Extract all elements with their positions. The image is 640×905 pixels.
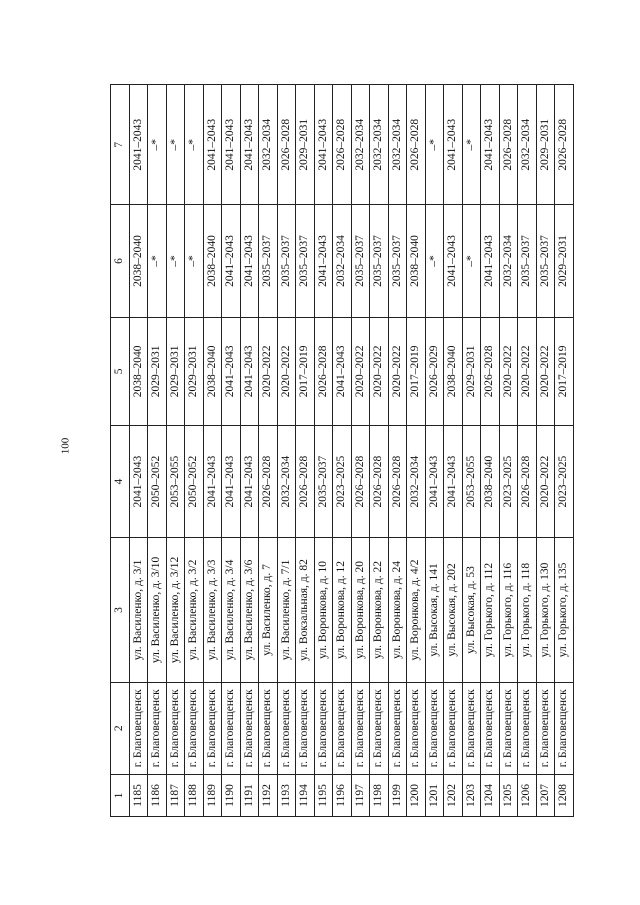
table-row <box>333 85 352 817</box>
period-cell-col7: 2029–2031 <box>296 85 315 205</box>
period-cell-col6: 2035–2037 <box>388 205 407 317</box>
period-cell-col5: 2020–2022 <box>351 317 370 425</box>
period-cell-col4: 2041–2043 <box>129 425 148 537</box>
city-cell: г. Благовещенск <box>370 682 389 774</box>
period-cell-col5: 2017–2019 <box>407 317 426 425</box>
row-number-cell: 1199 <box>388 774 407 816</box>
column-header-6: 6 <box>111 205 130 317</box>
city-cell: г. Благовещенск <box>425 682 444 774</box>
period-cell-col7: 2026–2028 <box>499 85 518 205</box>
period-cell-col6: 2041–2043 <box>240 205 259 317</box>
column-header-1: 1 <box>111 774 130 816</box>
period-cell-col6: 2035–2037 <box>370 205 389 317</box>
table-row <box>444 85 463 817</box>
period-cell-col4: 2050–2052 <box>185 425 204 537</box>
period-cell-col6: 2041–2043 <box>481 205 500 317</box>
row-number-cell: 1205 <box>499 774 518 816</box>
address-cell: ул. Горького, д. 116 <box>499 538 518 682</box>
address-cell: ул. Василенко, д. 3/10 <box>148 538 167 682</box>
table-row <box>536 85 555 817</box>
row-number-cell: 1190 <box>222 774 241 816</box>
city-cell: г. Благовещенск <box>222 682 241 774</box>
period-cell-col6: –* <box>185 205 204 317</box>
city-cell: г. Благовещенск <box>185 682 204 774</box>
period-cell-col5: 2020–2022 <box>370 317 389 425</box>
period-cell-col5: 2020–2022 <box>499 317 518 425</box>
period-cell-col4: 2032–2034 <box>277 425 296 537</box>
row-number-cell: 1189 <box>203 774 222 816</box>
period-cell-col5: 2038–2040 <box>129 317 148 425</box>
column-header-5: 5 <box>111 317 130 425</box>
address-cell: ул. Высокая, д. 53 <box>462 538 481 682</box>
row-number-cell: 1195 <box>314 774 333 816</box>
address-cell: ул. Василенко, д. 3/4 <box>222 538 241 682</box>
row-number-cell: 1197 <box>351 774 370 816</box>
table-row <box>351 85 370 817</box>
period-cell-col4: 2026–2028 <box>388 425 407 537</box>
period-cell-col4: 2041–2043 <box>425 425 444 537</box>
period-cell-col6: 2032–2034 <box>499 205 518 317</box>
address-cell: ул. Василенко, д. 3/6 <box>240 538 259 682</box>
period-cell-col7: –* <box>166 85 185 205</box>
period-cell-col7: 2026–2028 <box>407 85 426 205</box>
period-cell-col6: –* <box>166 205 185 317</box>
period-cell-col5: 2029–2031 <box>148 317 167 425</box>
city-cell: г. Благовещенск <box>481 682 500 774</box>
address-cell: ул. Воронкова, д. 20 <box>351 538 370 682</box>
period-cell-col7: 2041–2043 <box>129 85 148 205</box>
period-cell-col5: 2041–2043 <box>333 317 352 425</box>
period-cell-col7: –* <box>425 85 444 205</box>
city-cell: г. Благовещенск <box>129 682 148 774</box>
period-cell-col4: 2026–2028 <box>518 425 537 537</box>
address-cell: ул. Василенко, д. 3/2 <box>185 538 204 682</box>
table-row <box>277 85 296 817</box>
city-cell: г. Благовещенск <box>499 682 518 774</box>
period-cell-col4: 2053–2055 <box>166 425 185 537</box>
address-cell: ул. Горького, д. 135 <box>555 538 574 682</box>
city-cell: г. Благовещенск <box>407 682 426 774</box>
column-header-7: 7 <box>111 85 130 205</box>
table-row <box>370 85 389 817</box>
table-row <box>407 85 426 817</box>
table-header-row <box>111 85 130 817</box>
table-row <box>462 85 481 817</box>
period-cell-col5: 2017–2019 <box>555 317 574 425</box>
row-number-cell: 1206 <box>518 774 537 816</box>
address-cell: ул. Воронкова, д. 10 <box>314 538 333 682</box>
row-number-cell: 1193 <box>277 774 296 816</box>
period-cell-col7: –* <box>462 85 481 205</box>
period-cell-col4: 2041–2043 <box>240 425 259 537</box>
period-cell-col4: 2026–2028 <box>259 425 278 537</box>
table-row <box>259 85 278 817</box>
address-cell: ул. Воронкова, д. 4/2 <box>407 538 426 682</box>
period-cell-col6: 2041–2043 <box>444 205 463 317</box>
period-cell-col4: 2026–2028 <box>370 425 389 537</box>
table-rotation-frame <box>110 84 640 817</box>
period-cell-col7: 2026–2028 <box>333 85 352 205</box>
period-cell-col7: 2041–2043 <box>240 85 259 205</box>
period-cell-col5: 2041–2043 <box>240 317 259 425</box>
table-row <box>499 85 518 817</box>
city-cell: г. Благовещенск <box>314 682 333 774</box>
address-cell: ул. Горького, д. 130 <box>536 538 555 682</box>
table-row <box>240 85 259 817</box>
table-row <box>203 85 222 817</box>
address-cell: ул. Горького, д. 118 <box>518 538 537 682</box>
table-row <box>388 85 407 817</box>
period-cell-col7: 2041–2043 <box>314 85 333 205</box>
housing-repair-schedule-table <box>110 84 574 817</box>
address-cell: ул. Василенко, д. 3/3 <box>203 538 222 682</box>
period-cell-col6: 2038–2040 <box>203 205 222 317</box>
address-cell: ул. Василенко, д. 3/12 <box>166 538 185 682</box>
period-cell-col4: 2032–2034 <box>407 425 426 537</box>
period-cell-col7: 2041–2043 <box>444 85 463 205</box>
period-cell-col7: 2026–2028 <box>555 85 574 205</box>
period-cell-col5: 2020–2022 <box>518 317 537 425</box>
period-cell-col5: 2026–2028 <box>314 317 333 425</box>
address-cell: ул. Воронкова, д. 22 <box>370 538 389 682</box>
table-row <box>129 85 148 817</box>
table-row <box>518 85 537 817</box>
period-cell-col4: 2026–2028 <box>351 425 370 537</box>
city-cell: г. Благовещенск <box>333 682 352 774</box>
period-cell-col5: 2020–2022 <box>388 317 407 425</box>
period-cell-col4: 2023–2025 <box>555 425 574 537</box>
row-number-cell: 1203 <box>462 774 481 816</box>
period-cell-col5: 2017–2019 <box>296 317 315 425</box>
period-cell-col5: 2029–2031 <box>462 317 481 425</box>
address-cell: ул. Воронкова, д. 12 <box>333 538 352 682</box>
table-row <box>166 85 185 817</box>
table-body <box>129 85 573 817</box>
period-cell-col6: –* <box>425 205 444 317</box>
period-cell-col7: 2032–2034 <box>370 85 389 205</box>
period-cell-col4: 2035–2037 <box>314 425 333 537</box>
period-cell-col7: 2032–2034 <box>259 85 278 205</box>
table-row <box>555 85 574 817</box>
period-cell-col4: 2023–2025 <box>499 425 518 537</box>
period-cell-col7: –* <box>185 85 204 205</box>
row-number-cell: 1198 <box>370 774 389 816</box>
column-header-2: 2 <box>111 682 130 774</box>
period-cell-col4: 2041–2043 <box>222 425 241 537</box>
period-cell-col6: 2038–2040 <box>407 205 426 317</box>
row-number-cell: 1192 <box>259 774 278 816</box>
city-cell: г. Благовещенск <box>166 682 185 774</box>
column-header-3: 3 <box>111 538 130 682</box>
city-cell: г. Благовещенск <box>351 682 370 774</box>
city-cell: г. Благовещенск <box>203 682 222 774</box>
period-cell-col6: 2035–2037 <box>277 205 296 317</box>
period-cell-col6: 2035–2037 <box>536 205 555 317</box>
table-rotated-content <box>110 84 640 817</box>
row-number-cell: 1208 <box>555 774 574 816</box>
period-cell-col6: 2035–2037 <box>296 205 315 317</box>
period-cell-col5: 2026–2029 <box>425 317 444 425</box>
table-row <box>481 85 500 817</box>
period-cell-col7: 2026–2028 <box>277 85 296 205</box>
row-number-cell: 1185 <box>129 774 148 816</box>
city-cell: г. Благовещенск <box>518 682 537 774</box>
period-cell-col4: 2020–2022 <box>536 425 555 537</box>
period-cell-col7: 2032–2034 <box>351 85 370 205</box>
period-cell-col5: 2038–2040 <box>444 317 463 425</box>
address-cell: ул. Высокая, д. 141 <box>425 538 444 682</box>
period-cell-col7: 2041–2043 <box>222 85 241 205</box>
address-cell: ул. Горького, д. 112 <box>481 538 500 682</box>
address-cell: ул. Воронкова, д. 24 <box>388 538 407 682</box>
city-cell: г. Благовещенск <box>240 682 259 774</box>
period-cell-col7: 2041–2043 <box>481 85 500 205</box>
period-cell-col4: 2023–2025 <box>333 425 352 537</box>
city-cell: г. Благовещенск <box>296 682 315 774</box>
period-cell-col7: 2029–2031 <box>536 85 555 205</box>
period-cell-col6: –* <box>462 205 481 317</box>
city-cell: г. Благовещенск <box>536 682 555 774</box>
city-cell: г. Благовещенск <box>444 682 463 774</box>
period-cell-col5: 2020–2022 <box>277 317 296 425</box>
table-row <box>296 85 315 817</box>
table-row <box>148 85 167 817</box>
row-number-cell: 1191 <box>240 774 259 816</box>
city-cell: г. Благовещенск <box>388 682 407 774</box>
city-cell: г. Благовещенск <box>555 682 574 774</box>
row-number-cell: 1201 <box>425 774 444 816</box>
period-cell-col6: –* <box>148 205 167 317</box>
address-cell: ул. Высокая, д. 202 <box>444 538 463 682</box>
period-cell-col6: 2035–2037 <box>259 205 278 317</box>
city-cell: г. Благовещенск <box>462 682 481 774</box>
period-cell-col5: 2029–2031 <box>185 317 204 425</box>
address-cell: ул. Василенко, д. 7 <box>259 538 278 682</box>
period-cell-col6: 2038–2040 <box>129 205 148 317</box>
period-cell-col4: 2041–2043 <box>444 425 463 537</box>
period-cell-col5: 2038–2040 <box>203 317 222 425</box>
address-cell: ул. Василенко, д. 7/1 <box>277 538 296 682</box>
period-cell-col6: 2029–2031 <box>555 205 574 317</box>
period-cell-col6: 2035–2037 <box>518 205 537 317</box>
table-row <box>425 85 444 817</box>
period-cell-col6: 2032–2034 <box>333 205 352 317</box>
row-number-cell: 1187 <box>166 774 185 816</box>
period-cell-col5: 2026–2028 <box>481 317 500 425</box>
row-number-cell: 1204 <box>481 774 500 816</box>
row-number-cell: 1202 <box>444 774 463 816</box>
period-cell-col7: 2032–2034 <box>518 85 537 205</box>
address-cell: ул. Вокзальная, д. 82 <box>296 538 315 682</box>
city-cell: г. Благовещенск <box>277 682 296 774</box>
period-cell-col7: 2032–2034 <box>388 85 407 205</box>
period-cell-col7: –* <box>148 85 167 205</box>
period-cell-col4: 2038–2040 <box>481 425 500 537</box>
row-number-cell: 1186 <box>148 774 167 816</box>
period-cell-col5: 2020–2022 <box>536 317 555 425</box>
period-cell-col7: 2041–2043 <box>203 85 222 205</box>
row-number-cell: 1194 <box>296 774 315 816</box>
period-cell-col6: 2041–2043 <box>314 205 333 317</box>
row-number-cell: 1200 <box>407 774 426 816</box>
period-cell-col4: 2026–2028 <box>296 425 315 537</box>
row-number-cell: 1196 <box>333 774 352 816</box>
period-cell-col5: 2029–2031 <box>166 317 185 425</box>
table-row <box>222 85 241 817</box>
table-row <box>185 85 204 817</box>
period-cell-col5: 2020–2022 <box>259 317 278 425</box>
period-cell-col6: 2035–2037 <box>351 205 370 317</box>
row-number-cell: 1207 <box>536 774 555 816</box>
period-cell-col4: 2041–2043 <box>203 425 222 537</box>
city-cell: г. Благовещенск <box>259 682 278 774</box>
period-cell-col4: 2050–2052 <box>148 425 167 537</box>
period-cell-col4: 2053–2055 <box>462 425 481 537</box>
address-cell: ул. Василенко, д. 3/1 <box>129 538 148 682</box>
column-header-4: 4 <box>111 425 130 537</box>
page-number: 100 <box>59 437 72 455</box>
table-row <box>314 85 333 817</box>
period-cell-col6: 2041–2043 <box>222 205 241 317</box>
row-number-cell: 1188 <box>185 774 204 816</box>
city-cell: г. Благовещенск <box>148 682 167 774</box>
period-cell-col5: 2041–2043 <box>222 317 241 425</box>
